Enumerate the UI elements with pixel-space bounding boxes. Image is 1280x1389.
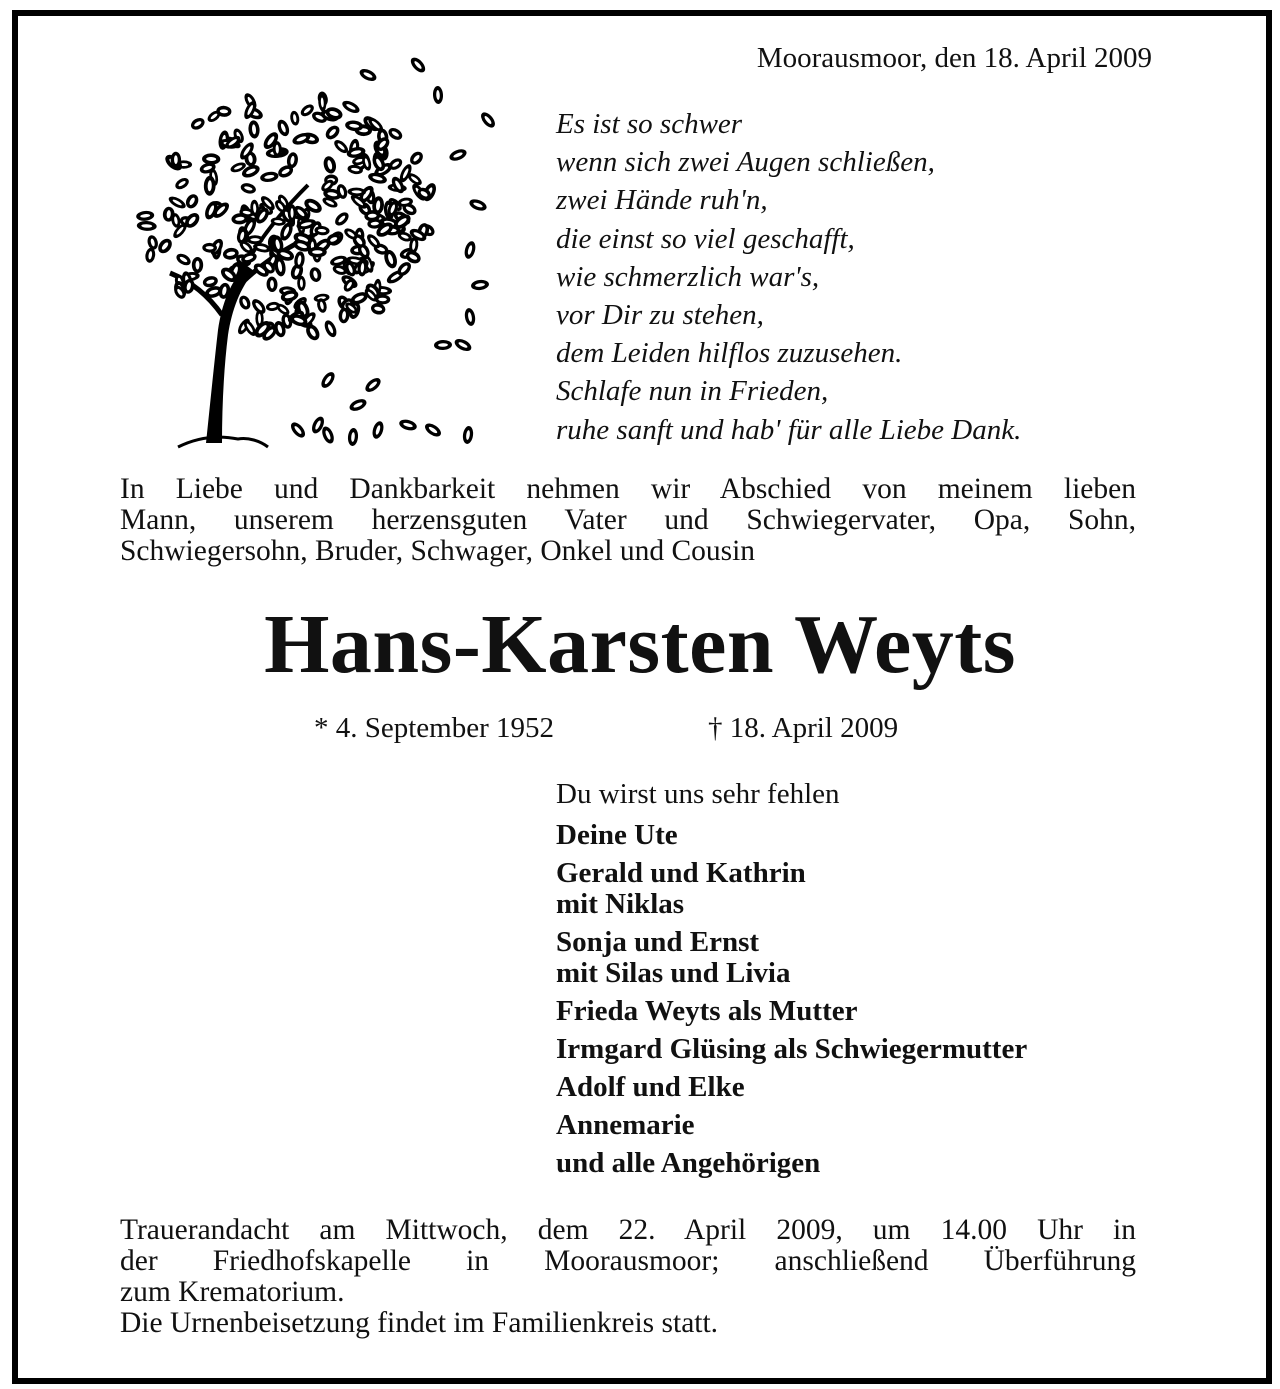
service-line: der Friedhofskapelle in Moorausmoor; anschließend Überführung xyxy=(120,1245,1136,1277)
poem-line: die einst so viel geschafft, xyxy=(556,222,855,255)
farewell-line: Du wirst uns sehr fehlen xyxy=(556,778,840,810)
mourner-group xyxy=(556,820,1027,851)
intro-line: Schwiegersohn, Bruder, Schwager, Onkel und Cousin xyxy=(120,535,756,567)
poem-line: Es ist so schwer xyxy=(556,108,743,140)
poem-line: ruhe sanft und hab' für alle Liebe Dank. xyxy=(556,413,1022,446)
mourner-line: mit Niklas xyxy=(556,888,685,920)
mourner-line: Deine Ute xyxy=(556,819,678,851)
mourner-line: Adolf und Elke xyxy=(556,1071,745,1103)
service-line: zum Krematorium. xyxy=(120,1276,345,1308)
birth-date: * 4. September 1952 xyxy=(314,712,555,744)
death-date: † 18. April 2009 xyxy=(708,712,899,744)
mourner-group xyxy=(556,858,1027,920)
poem-line: vor Dir zu stehen, xyxy=(556,298,764,331)
intro-line: In Liebe und Dankbarkeit nehmen wir Abschied von meinem lieben xyxy=(120,473,1136,505)
mourner-group xyxy=(556,1148,1027,1179)
intro-text xyxy=(120,474,1136,567)
mourner-group xyxy=(556,996,1027,1027)
place-date: Moorausmoor, den 18. April 2009 xyxy=(756,42,1152,74)
intro-line: Mann, unserem herzensguten Vater und Schwiegervater, Opa, Sohn, xyxy=(120,504,1136,536)
deceased-name: Hans-Karsten Weyts xyxy=(264,598,1016,691)
service-line: Trauerandacht am Mittwoch, dem 22. April 2009, um 14.00 Uhr in xyxy=(120,1214,1136,1246)
mourner-line: mit Silas und Livia xyxy=(556,957,791,989)
mourner-group xyxy=(556,927,1027,989)
poem xyxy=(556,105,1021,449)
mourner-group xyxy=(556,1072,1027,1103)
mourner-line: Irmgard Glüsing als Schwiegermutter xyxy=(556,1033,1028,1065)
mourner-line: Gerald und Kathrin xyxy=(556,857,806,889)
service-line: Die Urnenbeisetzung findet im Familienkreis statt. xyxy=(120,1307,719,1339)
mourners-list xyxy=(556,820,1027,1186)
poem-line: wenn sich zwei Augen schließen, xyxy=(556,146,935,179)
poem-line: wie schmerzlich war's, xyxy=(556,260,820,293)
poem-line: Schlafe nun in Frieden, xyxy=(556,375,829,408)
mourner-line: Sonja und Ernst xyxy=(556,926,760,958)
mourner-line: Frieda Weyts als Mutter xyxy=(556,995,858,1027)
poem-line: dem Leiden hilflos zuzusehen. xyxy=(556,337,903,370)
mourner-group xyxy=(556,1110,1027,1141)
mourner-line: und alle Angehörigen xyxy=(556,1147,821,1179)
mourner-group xyxy=(556,1034,1027,1065)
mourner-line: Annemarie xyxy=(556,1109,695,1141)
service-info xyxy=(120,1215,1136,1339)
poem-line: zwei Hände ruh'n, xyxy=(556,184,768,217)
windblown-tree-icon xyxy=(118,45,503,450)
